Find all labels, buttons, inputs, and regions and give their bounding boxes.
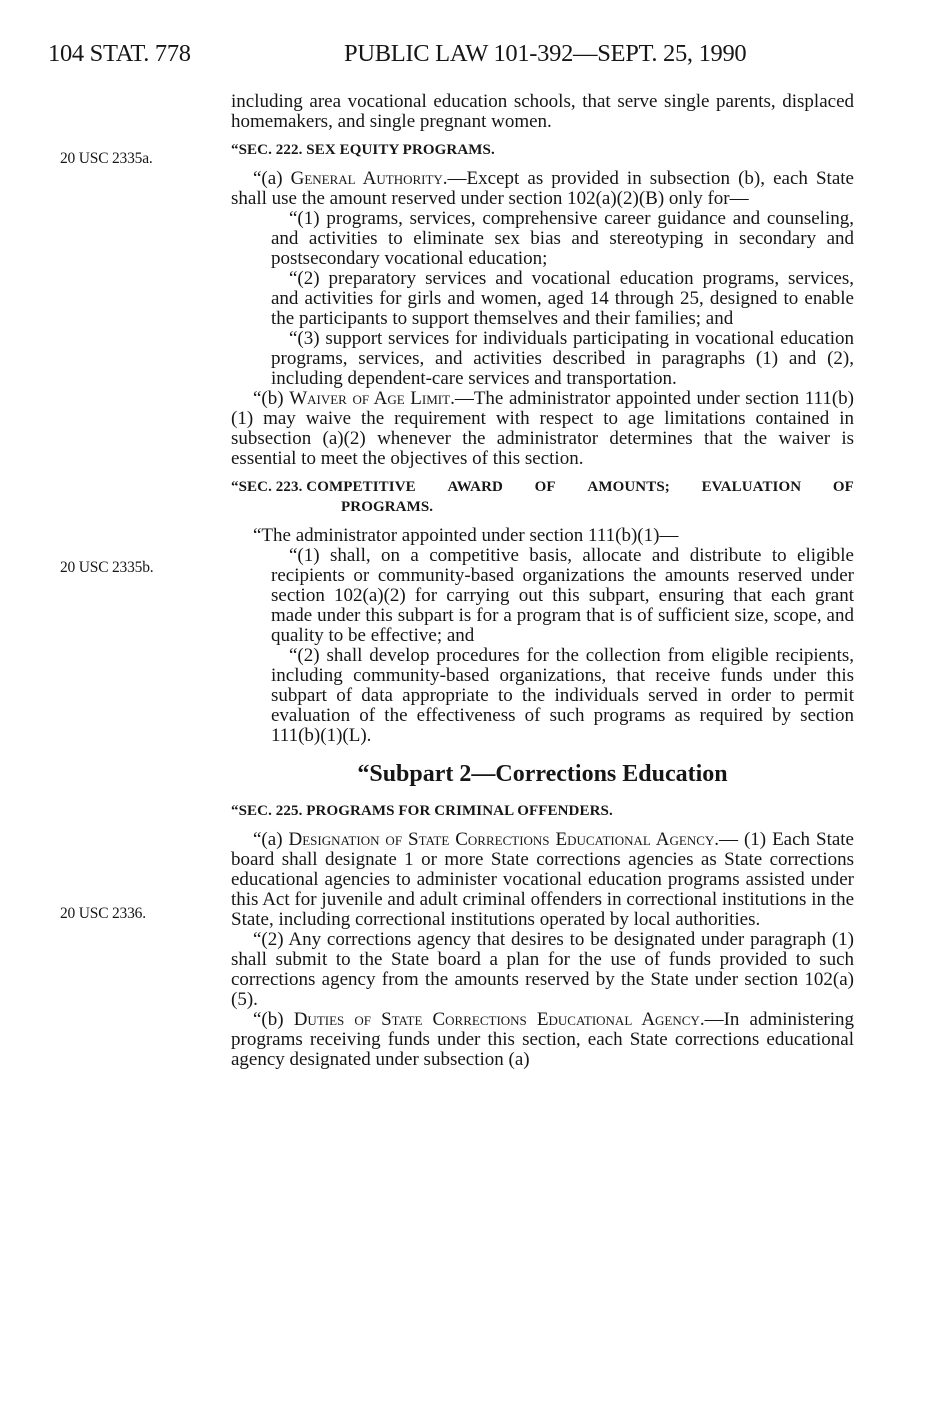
subsection-a-title: General Authority.	[290, 168, 448, 189]
heading-word: “SEC. 223. COMPETITIVE	[231, 479, 416, 495]
heading-word: AMOUNTS;	[587, 479, 670, 495]
section-223-intro: “The administrator appointed under section 111(b)(1)—	[253, 525, 679, 546]
section-223-paragraph-2: “(2) shall develop procedures for the collection from eligible recipients, including community-based organizations, that receive funds under this subpart of data appropriate to the individuals served in order to permit evaluation of the effectiveness of such programs as required by section 111(b)(1)(L).	[271, 645, 854, 746]
subpart-2-title: “Subpart 2—Corrections Education	[357, 761, 728, 787]
subsection-b-title: Duties of State Corrections Educational Agency.	[293, 1009, 705, 1030]
subsection-b-text: —In administering programs receiving funds under this section, each State corrections educational agency designated under subsection (a)	[231, 1009, 854, 1070]
section-223-heading-continuation: PROGRAMS.	[341, 499, 434, 515]
subsection-a-lead: “(a)	[253, 829, 289, 850]
section-223-heading-line	[231, 477, 854, 497]
section-222-heading: “SEC. 222. SEX EQUITY PROGRAMS.	[231, 142, 495, 158]
section-222-paragraph-3: “(3) support services for individuals participating in vocational education programs, services, and activities described in paragraphs (1) and (2), including dependent-care services and transportation.	[271, 328, 854, 389]
margin-note-usc-2335b: 20 USC 2335b.	[60, 559, 154, 576]
heading-word: EVALUATION	[701, 479, 802, 495]
page-body	[231, 92, 854, 1070]
section-222-subsection-a	[231, 169, 854, 209]
page-reference: 104 STAT. 778	[48, 40, 191, 67]
heading-word: OF	[534, 479, 556, 495]
margin-note-usc-2336: 20 USC 2336.	[60, 905, 146, 922]
subsection-b-lead: “(b)	[253, 388, 290, 409]
subsection-b-title: Waiver of Age Limit.	[289, 388, 455, 409]
subsection-a-lead: “(a)	[253, 168, 291, 189]
running-header-title: PUBLIC LAW 101-392—SEPT. 25, 1990	[344, 40, 747, 67]
subsection-b-text: —The administrator appointed under section 111(b)(1) may waive the requirement with respect to age limitations contained in subsection (a)(2) whenever the administrator determines that the waiver is essential to meet the objectives of this section.	[231, 388, 854, 469]
section-225-heading: “SEC. 225. PROGRAMS FOR CRIMINAL OFFENDERS.	[231, 803, 613, 819]
section-222-paragraph-2: “(2) preparatory services and vocational education programs, services, and activities for girls and women, aged 14 through 25, designed to enable the participants to support themselves and their families; and	[271, 268, 854, 329]
heading-word: OF	[832, 479, 854, 495]
subsection-a-title: Designation of State Corrections Educational Agency.	[288, 829, 720, 850]
margin-note-usc-2335a: 20 USC 2335a.	[60, 150, 153, 167]
section-222-paragraph-1: “(1) programs, services, comprehensive career guidance and counseling, and activities to eliminate sex bias and stereotyping in secondary and postsecondary vocational education;	[271, 208, 854, 269]
subsection-a-text: —Except as provided in subsection (b), each State shall use the amount reserved under section 102(a)(2)(B) only for—	[231, 168, 854, 209]
section-225-subsection-a	[231, 830, 854, 930]
section-223-paragraph-1: “(1) shall, on a competitive basis, allocate and distribute to eligible recipients or community-based organizations the amounts reserved under section 102(a)(2) for carrying out this subpart, ensuring that each grant made under this subpart is for a program that is of sufficient size, scope, and quality to be effective; and	[271, 545, 854, 646]
section-223-heading	[231, 477, 854, 517]
opening-paragraph: including area vocational education schools, that serve single parents, displaced homemakers, and single pregnant women.	[231, 91, 854, 132]
heading-word: AWARD	[447, 479, 503, 495]
section-225-subsection-a-paragraph-2: “(2) Any corrections agency that desires to be designated under paragraph (1) shall submit to the State board a plan for the use of funds provided to such corrections agency from the amounts reserved by the State under section 102(a)(5).	[231, 929, 854, 1010]
subsection-a-text: — (1) Each State board shall designate 1 or more State corrections agencies as State corrections educational agencies to administer vocational education programs assisted under this Act for juvenile and adult criminal offenders in correctional institutions in the State, including correctional institutions operated by local authorities.	[231, 829, 854, 930]
section-222-subsection-b	[231, 389, 854, 469]
section-225-subsection-b	[231, 1010, 854, 1070]
subsection-b-lead: “(b)	[253, 1009, 294, 1030]
